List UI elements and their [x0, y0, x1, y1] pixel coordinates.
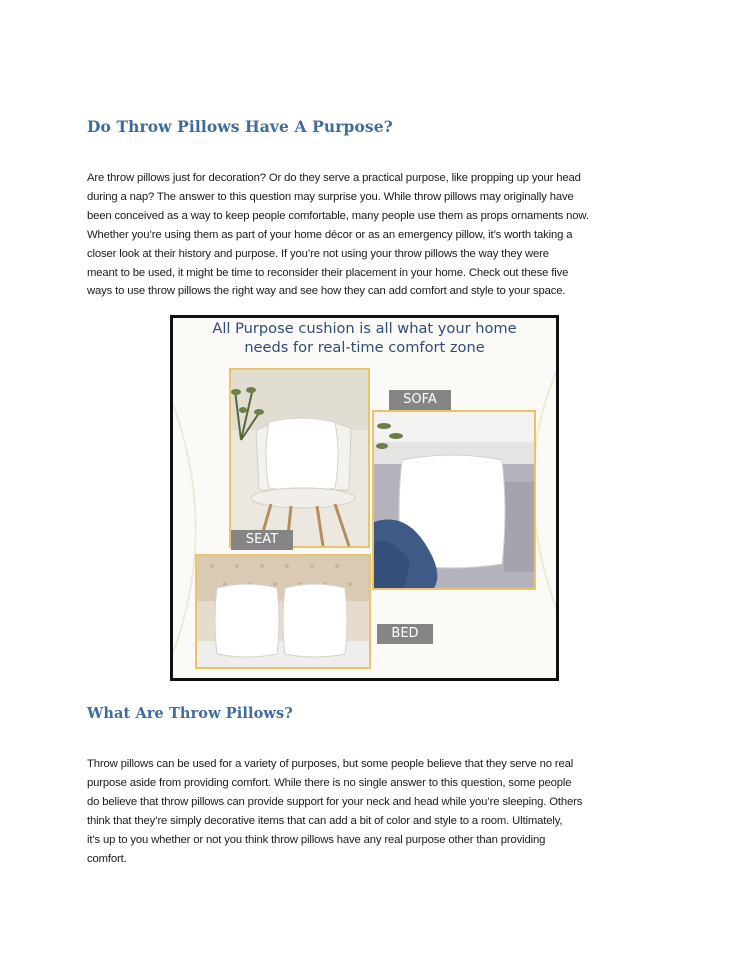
- paragraph-line: purpose aside from providing comfort. While there is no single answer to this question, some people: [87, 776, 572, 789]
- image-caption-title: [173, 319, 556, 357]
- paragraph-line: been conceived as a way to keep people comfortable, many people use them as props ornaments now.: [87, 209, 589, 222]
- seat-label: SEAT: [231, 530, 293, 550]
- cushion-product-image: [170, 315, 559, 681]
- paragraph-line: comfort.: [87, 852, 127, 865]
- paragraph-line: Throw pillows can be used for a variety of purposes, but some people believe that they serve no real: [87, 758, 574, 770]
- paragraph-line: do believe that throw pillows can provide support for your neck and head while you’re sleeping. Others: [87, 795, 583, 808]
- sofa-pillow-illustration: [374, 412, 534, 588]
- bed-pillows-illustration: [197, 556, 369, 667]
- paragraph-line: it’s up to you whether or not you think throw pillows have any real purpose other than providing: [87, 833, 546, 846]
- sofa-label: SOFA: [389, 390, 451, 410]
- heading-throw-pillows-purpose: Do Throw Pillows Have A Purpose?: [87, 117, 393, 136]
- seat-photo: [229, 368, 370, 548]
- intro-paragraph: [87, 169, 652, 301]
- caption-line: needs for real-time comfort zone: [244, 339, 485, 356]
- bed-label: BED: [377, 624, 433, 644]
- sofa-photo: [372, 410, 536, 590]
- definition-paragraph: [87, 755, 652, 868]
- paragraph-line: Are throw pillows just for decoration? Or do they serve a practical purpose, like propping up your head: [87, 172, 581, 184]
- paragraph-line: Whether you’re using them as part of your home décor or as an emergency pillow, it’s worth taking a: [87, 228, 573, 241]
- paragraph-line: ways to use throw pillows the right way and see how they can add comfort and style to your space.: [87, 285, 566, 298]
- paragraph-line: think that they’re simply decorative items that can add a bit of color and style to a room. Ultimately,: [87, 814, 563, 827]
- paragraph-line: meant to be used, it might be time to reconsider their placement in your home. Check out these five: [87, 266, 569, 279]
- chair-pillow-illustration: [231, 370, 368, 546]
- caption-line: All Purpose cushion is all what your home: [212, 320, 517, 337]
- heading-what-are-throw-pillows: What Are Throw Pillows?: [87, 705, 293, 722]
- bed-photo: [195, 554, 371, 669]
- paragraph-line: closer look at their history and purpose. If you’re not using your throw pillows the way they were: [87, 247, 549, 260]
- paragraph-line: during a nap? The answer to this question may surprise you. While throw pillows may originally have: [87, 190, 574, 203]
